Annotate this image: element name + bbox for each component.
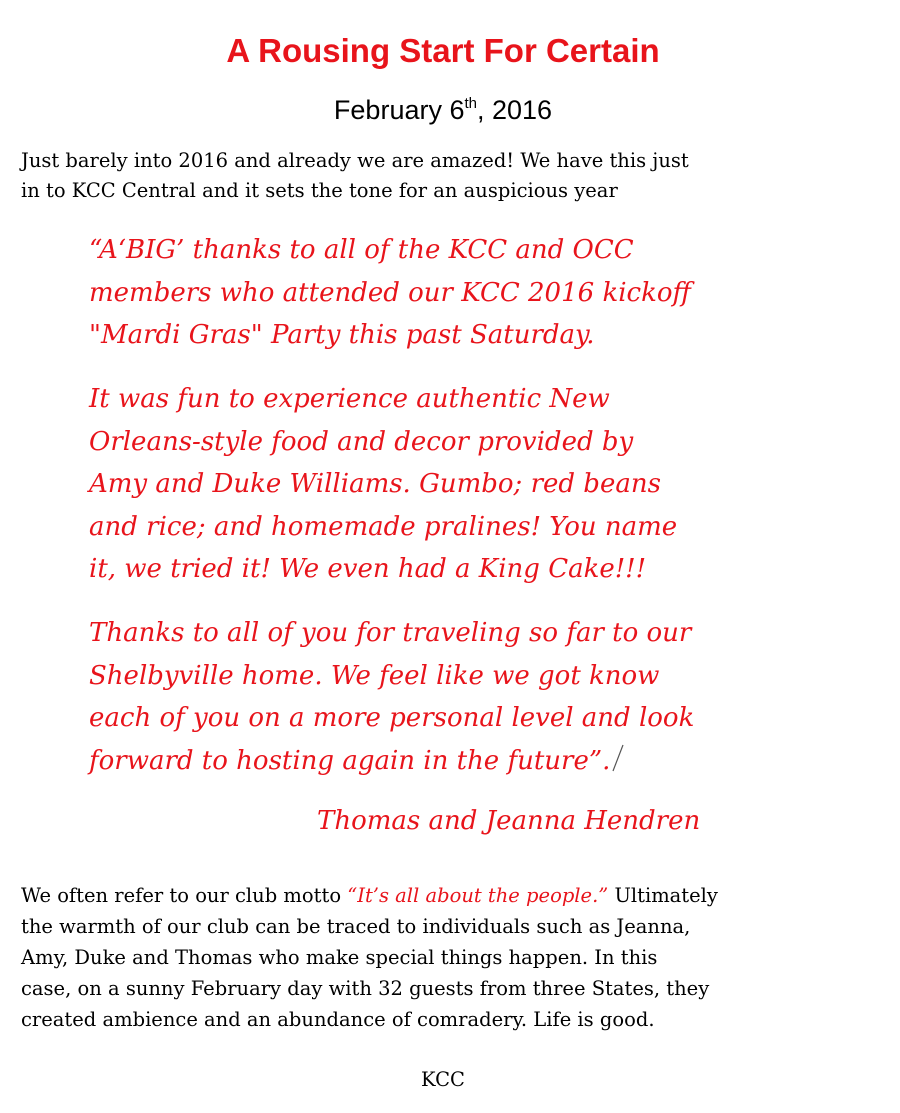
quote-line: Shelbyville home. We feel like we got know bbox=[89, 660, 660, 691]
closing-line: case, on a sunny February day with 32 guests from three States, they bbox=[21, 977, 710, 1000]
quote-line: members who attended our KCC 2016 kickoff bbox=[89, 277, 691, 308]
quote-line: “A‘BIG’ thanks to all of the KCC and OCC bbox=[89, 235, 634, 265]
intro-line: Just barely into 2016 and already we are amazed! We have this just bbox=[21, 149, 689, 172]
date-year: , 2016 bbox=[477, 95, 553, 125]
sign-off: KCC bbox=[421, 1068, 465, 1091]
quote-line: forward to hosting again in the future”. bbox=[89, 745, 611, 776]
quote-line: Thanks to all of you for traveling so far to our bbox=[89, 618, 692, 648]
quote-line: each of you on a more personal level and look bbox=[89, 703, 695, 733]
quote-signature: Thomas and Jeanna Hendren bbox=[317, 806, 701, 836]
quote-paragraph-2 bbox=[89, 378, 829, 591]
quote-line: Orleans-style food and decor provided by bbox=[89, 426, 634, 457]
closing-text: Ultimately bbox=[608, 884, 718, 907]
slash-mark-icon bbox=[612, 743, 624, 773]
page-title: A Rousing Start For Certain bbox=[226, 32, 660, 69]
quote-line: "Mardi Gras" Party this past Saturday. bbox=[89, 320, 595, 350]
quote-line: it, we tried it! We even had a King Cake!!! bbox=[89, 554, 647, 584]
closing-text: We often refer to our club motto bbox=[21, 884, 348, 907]
intro-line: in to KCC Central and it sets the tone for an auspicious year bbox=[21, 179, 618, 202]
quote-line: Amy and Duke Williams. Gumbo; red beans bbox=[89, 469, 661, 499]
date-line bbox=[0, 95, 886, 126]
closing-paragraph bbox=[21, 880, 883, 1035]
closing-line: Amy, Duke and Thomas who make special things happen. In this bbox=[21, 946, 658, 969]
quote-line: It was fun to experience authentic New bbox=[89, 384, 610, 414]
quote-paragraph-3 bbox=[89, 612, 829, 782]
quote-line: and rice; and homemade pralines! You name bbox=[89, 511, 678, 542]
date-prefix: February 6 bbox=[333, 95, 465, 125]
closing-line: the warmth of our club can be traced to individuals such as Jeanna, bbox=[21, 915, 691, 938]
quote-paragraph-1 bbox=[89, 229, 829, 357]
closing-line: created ambience and an abundance of comradery. Life is good. bbox=[21, 1008, 655, 1031]
intro-paragraph bbox=[21, 146, 871, 206]
date-suffix: th bbox=[464, 95, 477, 112]
club-motto: “It’s all about the people.” bbox=[347, 884, 609, 907]
